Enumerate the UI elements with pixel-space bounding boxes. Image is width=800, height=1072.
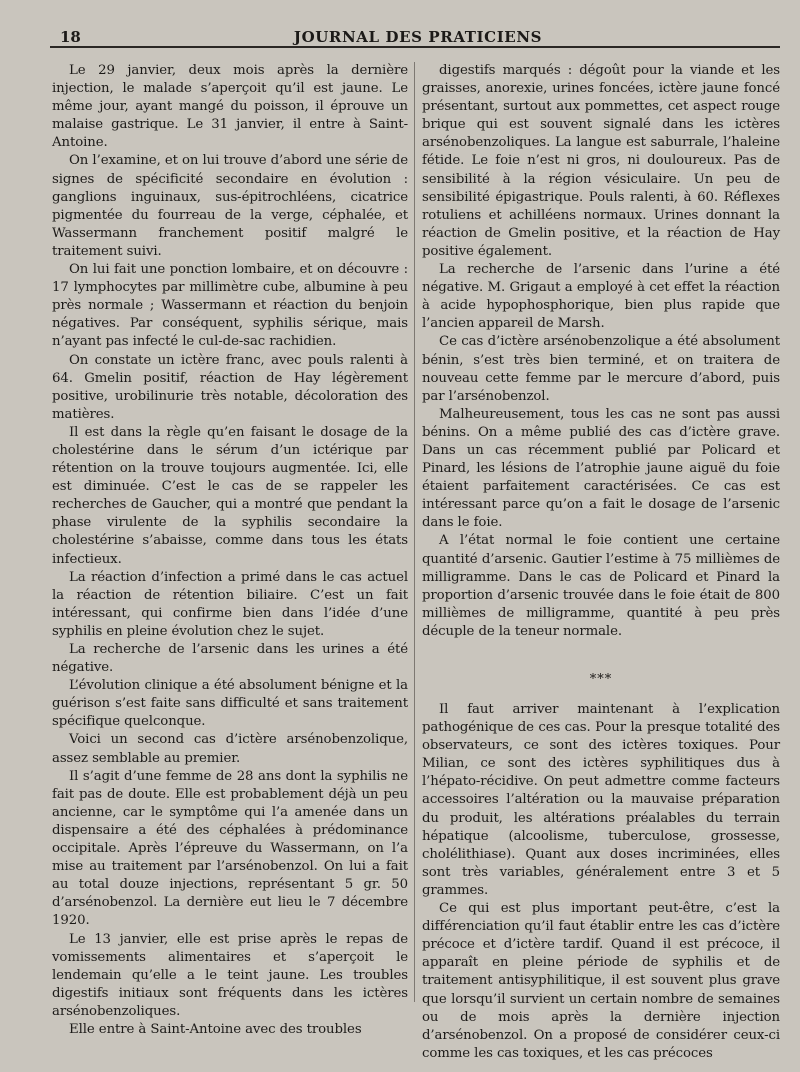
header-rule	[50, 46, 780, 48]
paragraph: Malheureusement, tous les cas ne sont pas aussi bénins. On a même publié des cas d’ictère grave. Dans un cas récemment publié par Policard et Pinard, les lésions de l’atrophie jaune aiguë du foie étaient parfaitement caractérisées. Ce cas est intéressant parce qu’on a fait le dosage de l’arsenic dans le foie.	[422, 406, 780, 531]
paragraph: Le 13 janvier, elle est prise après le repas de vomissements alimentaires et s’aperçoit le lendemain qu’elle a le teint jaune. Les troubles digestifs initiaux sont fréquents dans les ictères arsénobenzoliques.	[52, 931, 408, 1019]
paragraph: On l’examine, et on lui trouve d’abord une série de signes de spécificité secondaire en évolution : ganglions inguinaux, sus-épitrochléens, cicatrice pigmentée du fourreau de la verge, céphalée, et Wassermann franchement positif malgré le traitement suivi.	[52, 153, 408, 259]
paragraph: L’évolution clinique a été absolument bénigne et la guérison s’est faite sans difficulté et sans traitement spécifique quelconque.	[52, 678, 408, 730]
paragraph: Il s’agit d’une femme de 28 ans dont la syphilis ne fait pas de doute. Elle est probablement déjà un peu ancienne, car le symptôme qui l’a amenée dans un dispensaire a été des céphalées à prédominance occipitale. Après l’épreuve du Wassermann, on l’a mise au traitement par l’arsénobenzol. On lui a fait au total douze injections, représentant 5 gr. 50 d’arsénobenzol. La dernière eut lieu le 7 décembre 1920.	[52, 768, 408, 929]
paragraph: Il faut arriver maintenant à l’explication pathogénique de ces cas. Pour la presque totalité des observateurs, ce sont des ictères toxiques. Pour Milian, ce sont des ictères syphilitiques dus à l’hépato-récidive. On peut admettre comme facteurs accessoires l’altération ou la mauvaise préparation du produit, les altérations préalables du terrain hépatique (alcoolisme, tuberculose, grossesse, cholélithiase). Quant aux doses incriminées, elles sont très variables, généralement entre 3 et 5 grammes.	[422, 702, 780, 898]
left-column	[52, 62, 408, 1039]
paragraph: La recherche de l’arsenic dans les urines a été négative.	[52, 642, 408, 676]
section-separator-asterism: ***	[589, 672, 613, 687]
paragraph: digestifs marqués : dégoût pour la viande et les graisses, anorexie, urines foncées, ictère jaune foncé présentant, surtout aux pommettes, cet aspect rouge brique qui est souvent signalé dans les ictères arsénobenzoliques. La langue est saburrale, l’haleine fétide. Le foie n’est ni gros, ni douloureux. Pas de sensibilité à la région vésiculaire. Un peu de sensibilité épigastrique. Pouls ralenti, à 60. Réflexes rotuliens et achilléens normaux. Urines donnant la réaction de Gmelin positive, et la réaction de Hay positive également.	[422, 63, 780, 259]
column-divider	[414, 62, 415, 1002]
paragraph: La recherche de l’arsenic dans l’urine a été négative. M. Grigaut a employé à cet effet la réaction à acide hypophosphorique, bien plus rapide que l’ancien appareil de Marsh.	[422, 262, 780, 332]
paragraph: Ce cas d’ictère arsénobenzolique a été absolument bénin, s’est très bien terminé, et on traitera de nouveau cette femme par le mercure d’abord, puis par l’arsénobenzol.	[422, 334, 780, 404]
paragraph: La réaction d’infection a primé dans le cas actuel la réaction de rétention biliaire. C’est un fait intéressant, qui confirme bien dans l’idée d’une syphilis en pleine évolution chez le sujet.	[52, 569, 408, 639]
paragraph: A l’état normal le foie contient une certaine quantité d’arsenic. Gautier l’estime à 75 millièmes de milligramme. Dans le cas de Policard et Pinard la proportion d’arsenic trouvée dans le foie était de 800 millièmes de milligramme, quantité à peu près décuple de la teneur normale.	[422, 533, 780, 639]
paragraph: Voici un second cas d’ictère arsénobenzolique, assez semblable au premier.	[52, 732, 408, 766]
paragraph: Le 29 janvier, deux mois après la dernière injection, le malade s’aperçoit qu’il est jaune. Le même jour, ayant mangé du poisson, il éprouve un malaise gastrique. Le 31 janvier, il entre à Saint-Antoine.	[52, 63, 408, 151]
paragraph: On constate un ictère franc, avec pouls ralenti à 64. Gmelin positif, réaction de Hay légèrement positive, urobilinurie très notable, décoloration des matières.	[52, 352, 408, 422]
journal-title: JOURNAL DES PRATICIENS	[293, 28, 543, 46]
paragraph: Ce qui est plus important peut-être, c’est la différenciation qu’il faut établir entre les cas d’ictère précoce et d’ictère tardif. Quand il est précoce, il apparaît en pleine période de syphilis et de traitement antisyphilitique, il est souvent plus grave que lorsqu’il survient un certain nombre de semaines ou de mois après la dernière injection d’arsénobenzol. On a proposé de considérer ceux-ci comme les cas toxiques, et les cas précoces	[422, 901, 780, 1061]
paragraph: On lui fait une ponction lombaire, et on découvre : 17 lymphocytes par millimètre cube, albumine à peu près normale ; Wassermann et réaction du benjoin négatives. Par conséquent, syphilis sérique, mais n’ayant pas infecté le cul-de-sac rachidien.	[52, 262, 408, 350]
paragraph: Elle entre à Saint-Antoine avec des troubles	[69, 1021, 362, 1037]
paragraph: Il est dans la règle qu’en faisant le dosage de la cholestérine dans le sérum d’un ictérique par rétention on la trouve toujours augmentée. Ici, elle est diminuée. C’est le cas de se rappeler les recherches de Gaucher, qui a montré que pendant la phase virulente de la syphilis secondaire la cholestérine s’abaisse, comme dans tous les états infectieux.	[52, 424, 408, 567]
right-column	[422, 62, 780, 1063]
page-number: 18	[60, 28, 81, 46]
